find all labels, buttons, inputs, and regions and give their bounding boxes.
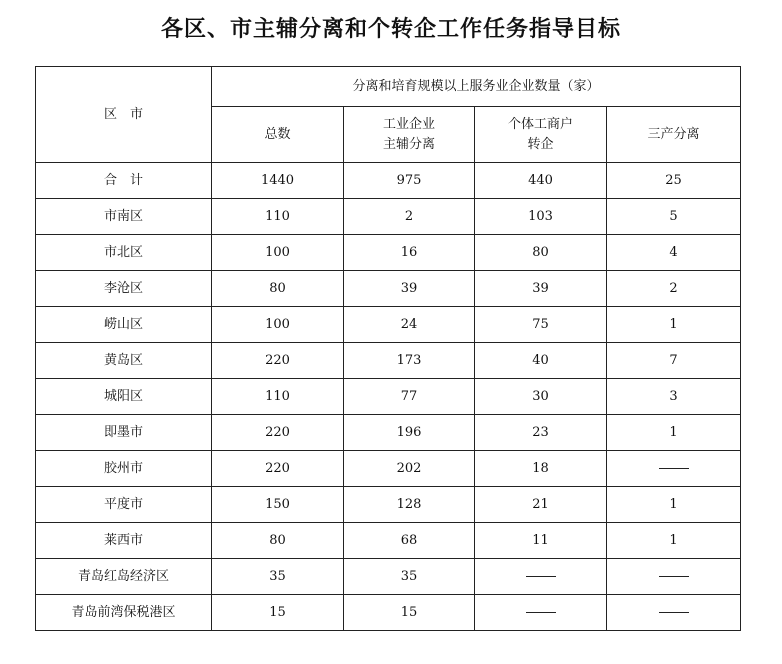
column-header: [607, 107, 741, 163]
table-row: [36, 235, 741, 271]
dash-mark: [659, 468, 689, 469]
value-cell: 4: [607, 235, 741, 271]
value-cell: 100: [212, 235, 344, 271]
district-name: 崂山区: [36, 307, 212, 343]
district-name: 平度市: [36, 487, 212, 523]
table-row: [36, 595, 741, 631]
value-cell: 25: [607, 163, 741, 199]
dash-mark: [659, 612, 689, 613]
dash-mark: [526, 576, 556, 577]
column-header-label: [648, 125, 700, 145]
table-row: [36, 307, 741, 343]
value-cell: 110: [212, 379, 344, 415]
district-name: 青岛红岛经济区: [36, 559, 212, 595]
value-cell: 80: [475, 235, 607, 271]
value-cell: 77: [344, 379, 475, 415]
column-header: [475, 107, 607, 163]
value-cell: 21: [475, 487, 607, 523]
value-cell: 150: [212, 487, 344, 523]
value-cell: 220: [212, 451, 344, 487]
table-row: [36, 199, 741, 235]
value-cell: 173: [344, 343, 475, 379]
column-header-line: 转企: [527, 136, 554, 152]
value-cell: 1440: [212, 163, 344, 199]
value-cell: 202: [344, 451, 475, 487]
column-header-line: 个体工商户: [507, 116, 573, 132]
value-cell: 80: [212, 523, 344, 559]
value-cell: 3: [607, 379, 741, 415]
value-cell: 16: [344, 235, 475, 271]
value-cell: 75: [475, 307, 607, 343]
district-name: 莱西市: [36, 523, 212, 559]
district-name: 合 计: [36, 163, 212, 199]
value-cell: 35: [212, 559, 344, 595]
value-cell: 7: [607, 343, 741, 379]
value-cell: 2: [607, 271, 741, 307]
value-cell: 1: [607, 307, 741, 343]
district-name: 市北区: [36, 235, 212, 271]
value-cell: 2: [344, 199, 475, 235]
value-cell: 80: [212, 271, 344, 307]
value-cell: 1: [607, 487, 741, 523]
table-row: [36, 451, 741, 487]
district-name: 黄岛区: [36, 343, 212, 379]
value-cell: 23: [475, 415, 607, 451]
value-cell: 39: [344, 271, 475, 307]
district-column-header: 区 市: [36, 67, 212, 163]
value-cell: 975: [344, 163, 475, 199]
value-cell: 11: [475, 523, 607, 559]
value-cell: 1: [607, 415, 741, 451]
value-cell: 5: [607, 199, 741, 235]
column-header-label: [508, 115, 573, 155]
value-cell: 103: [475, 199, 607, 235]
value-cell: 440: [475, 163, 607, 199]
district-name: 青岛前湾保税港区: [36, 595, 212, 631]
column-header-line: 总数: [264, 126, 291, 142]
empty-value-cell: [475, 559, 607, 595]
empty-value-cell: [607, 451, 741, 487]
value-cell: 68: [344, 523, 475, 559]
district-name: 胶州市: [36, 451, 212, 487]
value-cell: 110: [212, 199, 344, 235]
table-row: [36, 415, 741, 451]
table-row: [36, 379, 741, 415]
column-header: [344, 107, 475, 163]
target-table: [35, 66, 741, 631]
column-header: [212, 107, 344, 163]
group-column-header: 分离和培育规模以上服务业企业数量（家）: [212, 67, 741, 107]
dash-mark: [659, 576, 689, 577]
value-cell: 24: [344, 307, 475, 343]
column-header-label: [264, 125, 290, 145]
table-row: [36, 487, 741, 523]
value-cell: 40: [475, 343, 607, 379]
column-header-label: [383, 115, 435, 155]
value-cell: 220: [212, 415, 344, 451]
district-name: 即墨市: [36, 415, 212, 451]
column-header-line: 主辅分离: [382, 136, 435, 152]
value-cell: 30: [475, 379, 607, 415]
column-header-line: 工业企业: [382, 116, 435, 132]
table-row: [36, 343, 741, 379]
value-cell: 128: [344, 487, 475, 523]
table-row: [36, 559, 741, 595]
district-name: 李沧区: [36, 271, 212, 307]
page-title: 各区、市主辅分离和个转企工作任务指导目标: [160, 16, 621, 42]
table-row: [36, 271, 741, 307]
dash-mark: [526, 612, 556, 613]
value-cell: 15: [212, 595, 344, 631]
empty-value-cell: [607, 595, 741, 631]
value-cell: 15: [344, 595, 475, 631]
district-name: 城阳区: [36, 379, 212, 415]
value-cell: 220: [212, 343, 344, 379]
table-row: [36, 523, 741, 559]
value-cell: 1: [607, 523, 741, 559]
empty-value-cell: [475, 595, 607, 631]
empty-value-cell: [607, 559, 741, 595]
value-cell: 196: [344, 415, 475, 451]
column-header-line: 三产分离: [647, 126, 700, 142]
value-cell: 18: [475, 451, 607, 487]
value-cell: 39: [475, 271, 607, 307]
value-cell: 100: [212, 307, 344, 343]
value-cell: 35: [344, 559, 475, 595]
table-row: [36, 163, 741, 199]
district-name: 市南区: [36, 199, 212, 235]
